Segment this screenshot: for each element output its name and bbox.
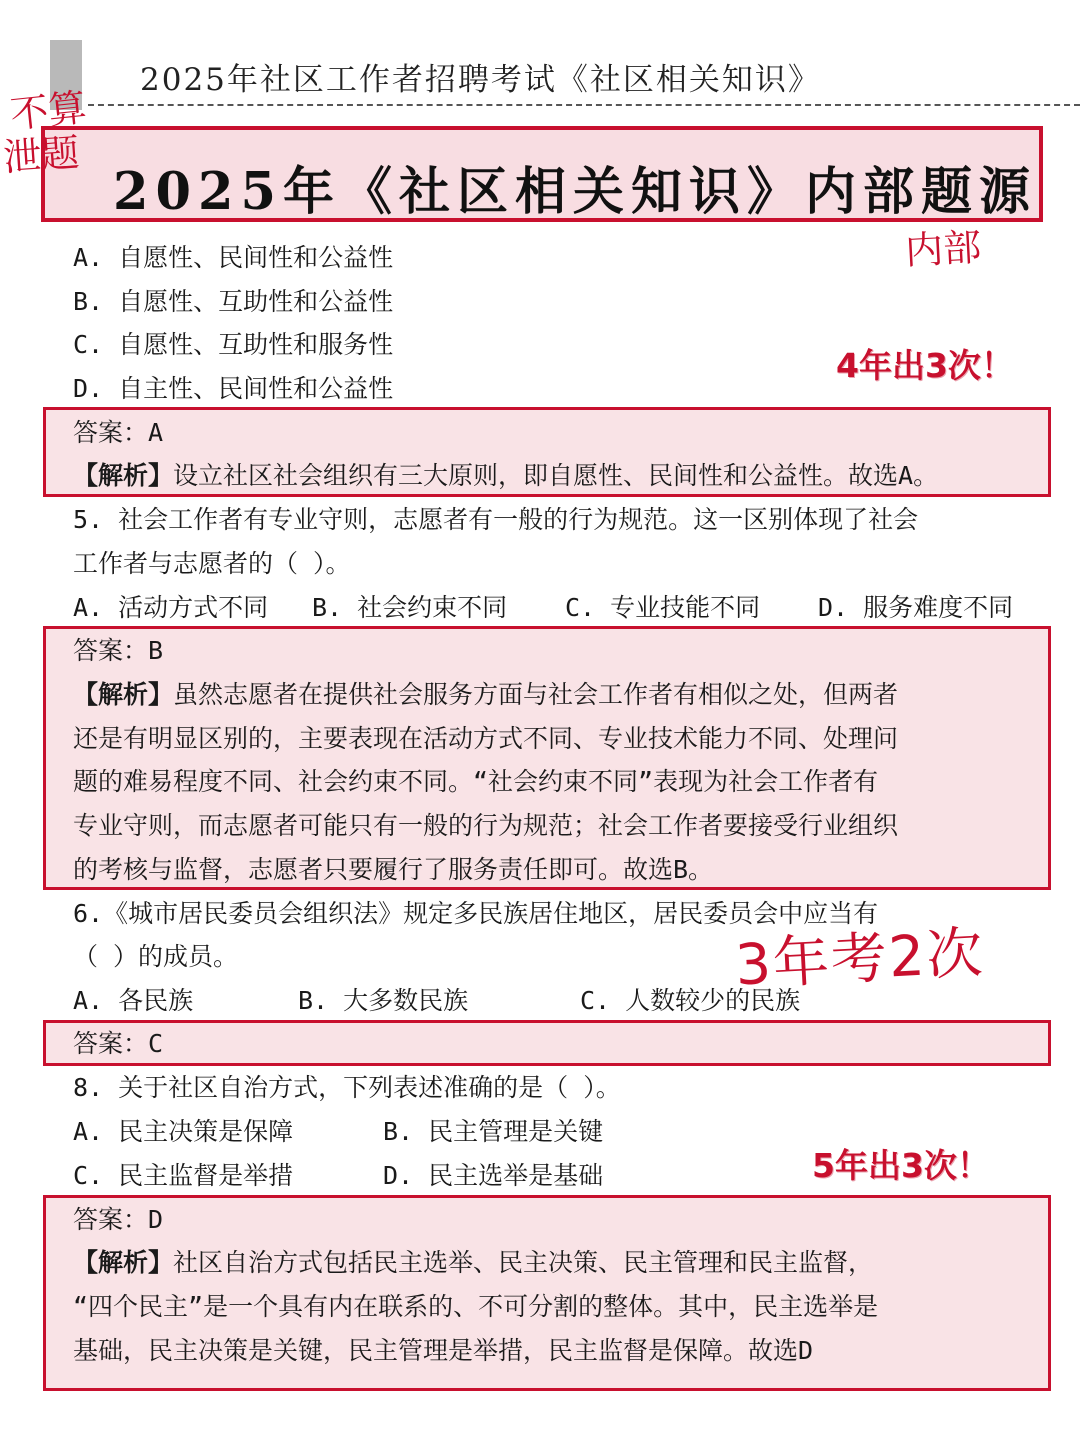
q8-option-c: C. 民主监督是举措: [73, 1161, 294, 1190]
handwritten-note-q6: 3年考2次: [733, 920, 987, 999]
q8-analysis-line-1: [73, 1241, 873, 1285]
q5-option-a: A. 活动方式不同: [73, 593, 269, 622]
q8-option-d: D. 民主选举是基础: [383, 1161, 604, 1190]
page-header-title: 2025年社区工作者招聘考试《社区相关知识》: [140, 62, 821, 98]
q5-analysis-line-3: 题的难易程度不同、社会约束不同。“社会约束不同”表现为社会工作者有: [73, 767, 879, 796]
q8-option-b: B. 民主管理是关键: [383, 1117, 604, 1146]
q5-stem-line-2: 工作者与志愿者的（ ）。: [73, 549, 351, 578]
q6-stem-line-1: 6.《城市居民委员会组织法》规定多民族居住地区，居民委员会中应当有: [73, 899, 879, 928]
q5-option-b: B. 社会约束不同: [312, 593, 508, 622]
q8-analysis-line-2: “四个民主”是一个具有内在联系的、不可分割的整体。其中，民主选举是: [73, 1292, 879, 1321]
q5-analysis-line-1: [73, 673, 898, 717]
q8-answer: 答案：D: [73, 1205, 164, 1234]
q6-option-a: A. 各民族: [73, 986, 194, 1015]
frequency-note-q8: 5年出3次！: [812, 1146, 990, 1185]
q8-option-a: A. 民主决策是保障: [73, 1117, 294, 1146]
q5-stem-line-1: 5. 社会工作者有专业守则，志愿者有一般的行为规范。这一区别体现了社会: [73, 505, 919, 534]
q5-option-c: C. 专业技能不同: [565, 593, 761, 622]
q5-analysis-line-2: 还是有明显区别的，主要表现在活动方式不同、专业技术能力不同、处理问: [73, 724, 899, 753]
frequency-note-q4: 4年出3次！: [836, 346, 1014, 385]
q5-analysis-line-5: 的考核与监督，志愿者只要履行了服务责任即可。故选B。: [73, 855, 714, 884]
q8-analysis-line-3: 基础，民主决策是关键，民主管理是举措，民主监督是保障。故选D: [73, 1336, 814, 1365]
header-divider: [88, 104, 1080, 106]
q5-answer: 答案：B: [73, 636, 164, 665]
banner-title: 2025年《社区相关知识》内部题源: [113, 162, 1037, 222]
analysis-tag: 【解析】: [73, 461, 174, 490]
handwritten-note-right: 内部: [904, 225, 983, 273]
q6-stem-line-2: （ ）的成员。: [73, 942, 239, 971]
q6-option-c: C. 人数较少的民族: [580, 986, 801, 1015]
q4-analysis: [73, 454, 938, 498]
q6-answer: 答案：C: [73, 1029, 164, 1058]
q4-option-c: C. 自愿性、互助性和服务性: [73, 330, 394, 359]
q6-answer-box: [43, 1020, 1051, 1066]
q5-option-d: D. 服务难度不同: [818, 593, 1014, 622]
analysis-tag: 【解析】: [73, 680, 174, 709]
q8-stem: 8. 关于社区自治方式，下列表述准确的是（ ）。: [73, 1073, 621, 1102]
handwritten-note-left-top: 不算: [8, 85, 89, 137]
q4-option-a: A. 自愿性、民间性和公益性: [73, 243, 394, 272]
title-banner: [41, 126, 1043, 222]
handwritten-note-left-bottom: 泄题: [1, 130, 81, 180]
analysis-tag: 【解析】: [73, 1248, 174, 1277]
q4-option-b: B. 自愿性、互助性和公益性: [73, 287, 394, 316]
q4-option-d: D. 自主性、民间性和公益性: [73, 374, 394, 403]
q4-answer: 答案：A: [73, 418, 164, 447]
q5-analysis-line-4: 专业守则，而志愿者可能只有一般的行为规范；社会工作者要接受行业组织: [73, 811, 899, 840]
q6-option-b: B. 大多数民族: [298, 986, 469, 1015]
analysis-text: 虽然志愿者在提供社会服务方面与社会工作者有相似之处，但两者: [173, 680, 899, 709]
analysis-text: 社区自治方式包括民主选举、民主决策、民主管理和民主监督，: [173, 1248, 874, 1277]
analysis-text: 设立社区社会组织有三大原则，即自愿性、民间性和公益性。故选A。: [173, 461, 939, 490]
